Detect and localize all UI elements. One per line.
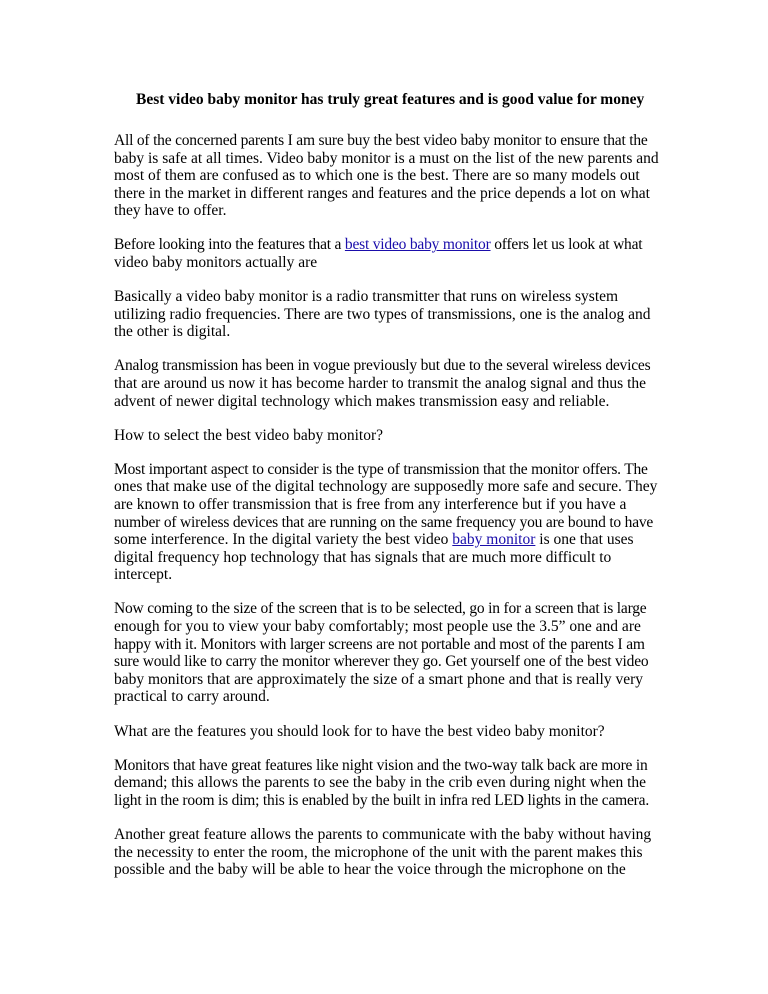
- paragraph-screen-size: [114, 600, 659, 706]
- baby-monitor-link[interactable]: baby monitor: [452, 531, 536, 549]
- text-line: most of them are confused as to which one is the best. There are so many models out: [114, 167, 640, 185]
- text-line: are known to offer transmission that is free from any interference but if you have a: [114, 496, 627, 513]
- text-line: [114, 236, 659, 254]
- text-segment: offers let us look at what: [490, 236, 643, 254]
- text-line: baby monitors that are approximately the size of a smart phone and that is really very: [114, 670, 643, 688]
- paragraph-night-vision: [114, 757, 659, 810]
- text-line: sure would like to carry the monitor wherever they go. Get yourself one of the best video: [114, 653, 649, 671]
- text-line: digital frequency hop technology that has signals that are much more difficult to: [114, 548, 612, 566]
- text-line: advent of newer digital technology which makes transmission easy and reliable.: [114, 392, 610, 410]
- text-line: Most important aspect to consider is the type of transmission that the monitor offers. The: [114, 460, 648, 478]
- paragraph-features-question: [114, 723, 659, 741]
- text-line: Analog transmission has been in vogue previously but due to the several wireless devices: [114, 357, 651, 375]
- text-line: light in the room is dim; this is enabled by the built in infra red LED lights in the camera.: [114, 791, 649, 809]
- paragraph-how-to-select: [114, 427, 659, 445]
- text-line: practical to carry around.: [114, 688, 270, 706]
- document-title: Best video baby monitor has truly great features and is good value for money: [136, 91, 645, 108]
- text-line: Now coming to the size of the screen that is to be selected, go in for a screen that is large: [114, 600, 647, 618]
- text-line: number of wireless devices that are running on the same frequency you are bound to have: [114, 513, 654, 531]
- paragraph-intro: [114, 132, 659, 220]
- document-page: [114, 90, 659, 895]
- text-line: the necessity to enter the room, the microphone of the unit with the parent makes this: [114, 843, 643, 861]
- text-line: Basically a video baby monitor is a radio transmitter that runs on wireless system: [114, 288, 619, 306]
- best-video-baby-monitor-link[interactable]: best video baby monitor: [344, 236, 491, 254]
- text-line: ones that make use of the digital technology are supposedly more safe and secure. They: [114, 478, 658, 496]
- text-segment: is one that uses: [535, 531, 634, 549]
- text-line: What are the features you should look for to have the best video baby monitor?: [114, 722, 605, 740]
- text-segment: some interference. In the digital variety the best video: [114, 531, 453, 549]
- text-line: happy with it. Monitors with larger screens are not portable and most of the parents I am: [114, 635, 645, 653]
- text-line: How to select the best video baby monitor?: [114, 426, 384, 444]
- text-line: the other is digital.: [114, 323, 231, 341]
- text-segment: Before looking into the features that a: [114, 236, 345, 254]
- text-line: utilizing radio frequencies. There are two types of transmissions, one is the analog and: [114, 305, 651, 323]
- text-line: Another great feature allows the parents to communicate with the baby without having: [114, 825, 652, 843]
- text-line: there in the market in different ranges and features and the price depends a lot on what: [114, 184, 650, 202]
- text-line: that are around us now it has become harder to transmit the analog signal and thus the: [114, 375, 647, 393]
- text-line: All of the concerned parents I am sure buy the best video baby monitor to ensure that the: [114, 132, 648, 149]
- paragraph-transmission-type: [114, 461, 659, 584]
- text-line: demand; this allows the parents to see the baby in the crib even during night when the: [114, 774, 647, 792]
- text-line: baby is safe at all times. Video baby monitor is a must on the list of the new parents and: [114, 149, 659, 167]
- paragraph-radio-transmitter: [114, 288, 659, 341]
- text-line: enough for you to view your baby comfortably; most people use the 3.5” one and are: [114, 618, 641, 636]
- paragraph-analog-transmission: [114, 357, 659, 410]
- text-line: intercept.: [114, 566, 173, 584]
- text-line: possible and the baby will be able to hear the voice through the microphone on the: [114, 861, 626, 879]
- paragraph-before-looking: [114, 236, 659, 271]
- text-line: Monitors that have great features like night vision and the two-way talk back are more in: [114, 756, 648, 774]
- text-line: [114, 531, 659, 549]
- text-line: video baby monitors actually are: [114, 254, 318, 272]
- paragraph-two-way-talk: [114, 826, 659, 879]
- text-line: they have to offer.: [114, 202, 227, 220]
